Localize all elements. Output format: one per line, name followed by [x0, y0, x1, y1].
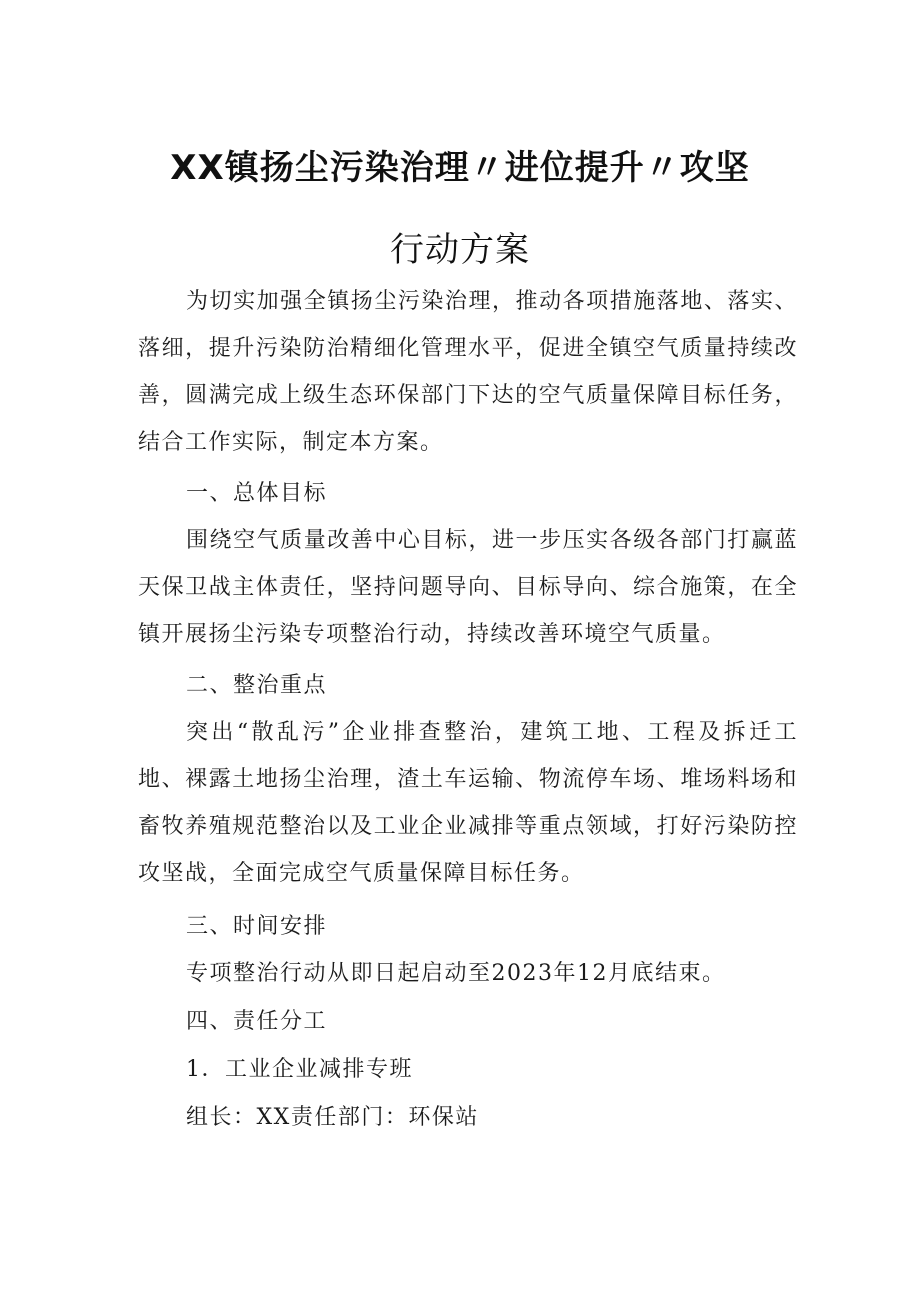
section1-heading: 一、总体目标 — [186, 481, 328, 506]
section2-body: 突出“散乱污”企业排查整治，建筑工地、工程及拆迁工地、裸露土地扬尘治理，渣土车运输、物流停车场、堆场料场和畜牧养殖规范整治以及工业企业减排等重点领域，打好污染防控攻坚战，全面完成空气质量保障目标任务。 — [138, 720, 798, 886]
document-title-line1: XX镇扬尘污染治理〃进位提升〃攻坚 — [170, 148, 750, 188]
section1-body: 围绕空气质量改善中心目标，进一步压实各级各部门打赢蓝天保卫战主体责任，坚持问题导向、目标导向、综合施策，在全镇开展扬尘污染专项整治行动，持续改善环境空气质量。 — [138, 528, 798, 647]
section2-heading: 二、整治重点 — [186, 673, 328, 698]
section4-item1: 1．工业企业减排专班 — [186, 1057, 413, 1082]
section3-body: 专项整治行动从即日起启动至2023年12月底结束。 — [186, 961, 726, 986]
section3-heading: 三、时间安排 — [186, 914, 328, 939]
document-title-line2: 行动方案 — [390, 230, 530, 270]
intro-paragraph: 为切实加强全镇扬尘污染治理，推动各项措施落地、落实、落细，提升污染防治精细化管理水平，促进全镇空气质量持续改善，圆满完成上级生态环保部门下达的空气质量保障目标任务，结合工作实际，制定本方案。 — [138, 289, 798, 455]
section4-item1-leader: 组长：XX责任部门：环保站 — [186, 1105, 479, 1130]
section4-heading: 四、责任分工 — [186, 1009, 328, 1034]
